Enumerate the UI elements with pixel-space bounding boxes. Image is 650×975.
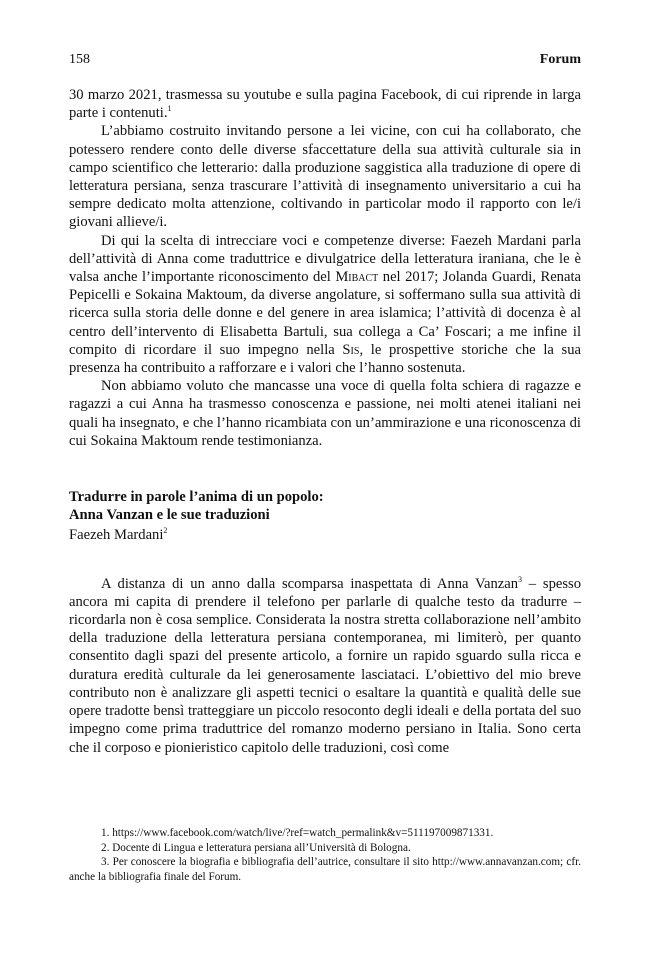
article-body: A distanza di un anno dalla scomparsa inaspettata di Anna Vanzan$^3$ – spesso ancora mi capita di prendere il telefono per parlarle di qualche testo da tradurre – ricordarla non è cosa semplice. Considerata la nostra stretta collaborazione nell’ambito della traduzione della letteratura persiana contemporanea, mi limiterò, per quanto consentito dagli spazi del presente articolo, a fornire un rapido sguardo sulla ricca e duratura eredità culturale da lei generosamente lasciataci. L’obiettivo del mio breve contributo non è analizzare gli aspetti tecnici o esaltare la quantità e qualità delle sue opere tradotte bensì tratteggiare un piccolo resoconto degli ideali e della portata del suo impegno come prima traduttrice del romanzo moderno persiano in Italia. Sono certa che il corposo e pionieristico capitolo delle traduzioni, così come <box>69 574 582 756</box>
acronym-sis: Sis <box>342 341 360 358</box>
section-title: Forum <box>539 52 581 67</box>
footnote-ref: 1 <box>167 104 172 114</box>
footnote-ref: 2 <box>163 526 168 536</box>
article-author: Faezeh Mardani$^2$ <box>69 526 168 544</box>
page <box>69 52 581 771</box>
footnote: 2. Docente di Lingua e letteratura persiana all’Università di Bologna. <box>101 841 411 854</box>
article-title: Tradurre in parole l’anima di un popolo: Anna Vanzan e le sue traduzioni <box>69 489 324 524</box>
paragraph: L’abbiamo costruito invitando persone a lei vicine, con cui ha collaborato, che potessero rendere conto delle diverse sfaccettature della sua attività culturale sia in campo scientifico che letterario: dalla produzione saggistica alla traduzione di opere di letteratura persiana, senza trascurare l’attività di insegnamento universitario a cui ha sempre dedicato molta attenzione, coltivando in particolar modo il rapporto con le/i giovani allieve/i. <box>69 123 581 231</box>
footnotes <box>69 826 581 884</box>
acronym-mibact: Mibact <box>335 269 379 286</box>
footnote: 1. https://www.facebook.com/watch/live/?ref=watch_permalink&v=511197009871331. <box>101 827 494 839</box>
footnote-ref: 3 <box>518 574 523 584</box>
paragraph: 30 marzo 2021, trasmessa su youtube e sulla pagina Facebook, di cui riprende in larga parte i contenuti.$^1$ <box>69 87 581 122</box>
intro-text <box>69 86 581 450</box>
page-number: 158 <box>69 52 90 67</box>
paragraph: Di qui la scelta di intrecciare voci e competenze diverse: Faezeh Mardani parla dell’attività di Anna come traduttrice e divulgatrice della letteratura iraniana, che le è valsa anche l’importante riconoscimento del Mibact nel 2017; Jolanda Guardi, Renata Pepicelli e Sokaina Maktoum, da diverse angolature, si soffermano sulla sua attività di ricerca sulla storia delle donne e del genere in area islamica; l’attività di docenza è al centro dell’intervento di Elisabetta Bartuli, sua collega a Ca’ Foscari; a me infine il compito di ricordare il suo impegno nella Sis, le prospettive storiche che la sua presenza ha contribuito a rafforzare e i valori che l’hanno sostenuta. <box>69 232 581 377</box>
paragraph: Non abbiamo voluto che mancasse una voce di quella folta schiera di ragazze e ragazzi a cui Anna ha trasmesso conoscenza e passione, nei molti atenei italiani nei quali ha insegnato, e che l’hanno ricambiata con un’ammirazione e una riconoscenza di cui Sokaina Maktoum rende testimonianza. <box>69 378 581 449</box>
running-header <box>69 52 581 72</box>
footnote: 3. Per conoscere la biografia e bibliografia dell’autrice, consultare il sito http://www.annavanzan.com; cfr. anche la bibliografia finale del Forum. <box>69 856 581 883</box>
